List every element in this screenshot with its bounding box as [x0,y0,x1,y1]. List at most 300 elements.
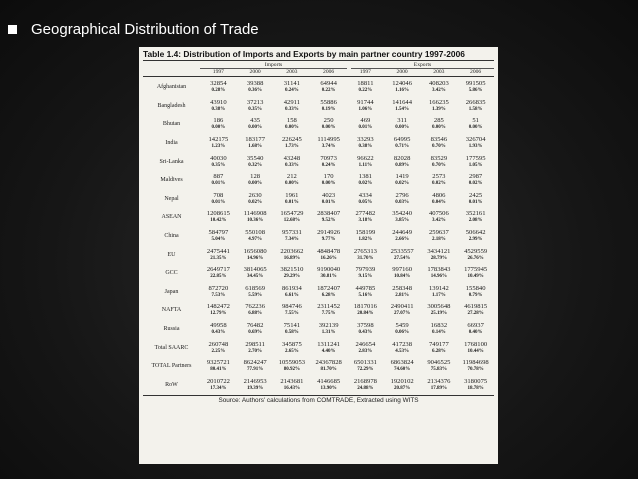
table-cell [347,264,384,283]
table-cell [237,208,274,227]
table-cell [421,115,458,134]
trade-value: 2010722 [206,377,230,385]
trade-value: 170 [323,173,334,181]
year-header: 1997 [212,69,224,75]
table-cell [274,376,311,395]
trade-share: 0.24% [321,162,336,168]
trade-share: 4.97% [248,237,262,243]
table-cell [274,190,311,209]
table-cell [384,338,421,357]
trade-share: 0.43% [211,330,226,336]
table-cell [237,357,274,376]
table-cell [310,338,347,357]
trade-share: 1.16% [395,88,409,94]
trade-share: 0.38% [358,144,373,150]
table-cell [310,115,347,134]
trade-value: 392139 [318,322,339,330]
trade-share: 2.83% [358,348,373,354]
trade-share: 28.79% [430,255,447,261]
trade-value: 407506 [428,210,449,218]
trade-share: 0.02% [248,199,262,205]
table-body [143,78,494,394]
table-cell [457,338,494,357]
year-header: 2003 [433,69,445,75]
trade-share: 16.89% [283,255,300,261]
trade-value: 4146685 [317,377,341,385]
trade-share: 13.90% [320,385,337,391]
table-cell [421,190,458,209]
table-cell [200,338,237,357]
table-cell [237,97,274,116]
trade-value: 435 [250,117,261,125]
country-name: India [165,140,178,147]
trade-value: 31141 [283,80,300,88]
table-cell [457,134,494,153]
trade-value: 42911 [283,98,300,106]
trade-value: 250 [323,117,334,125]
table-row [143,78,494,97]
trade-share: 0.01% [468,199,483,205]
table-cell [421,301,458,320]
trade-share: 0.05% [358,199,373,205]
trade-value: 2838407 [317,210,341,218]
table-cell [421,208,458,227]
trade-share: 20.87% [394,385,411,391]
table-cell [310,134,347,153]
trade-share: 1.73% [285,144,299,150]
table-cell [384,357,421,376]
trade-share: 4.53% [395,348,409,354]
table-cell [200,97,237,116]
table-cell [421,283,458,302]
trade-share: 19.39% [247,385,264,391]
trade-value: 708 [213,191,224,199]
table-cell [310,97,347,116]
trade-share: 31.70% [357,255,374,261]
table-cell [384,376,421,395]
table-cell [237,264,274,283]
exports-group-label: Exports [351,62,494,69]
table-cell [347,115,384,134]
trade-value: 2765313 [353,247,377,255]
table-cell [237,134,274,153]
table-cell [310,171,347,190]
table-cell [200,190,237,209]
table-cell [274,171,311,190]
table-row [143,338,494,357]
table-image [139,47,498,464]
trade-value: 70973 [320,154,337,162]
table-cell [421,338,458,357]
trade-value: 326704 [465,136,486,144]
table-cell [421,357,458,376]
imports-group-label: Imports [200,62,347,69]
trade-value: 2134376 [427,377,451,385]
trade-share: 2.81% [395,292,409,298]
trade-value: 1208615 [206,210,230,218]
table-cell [347,245,384,264]
table-cell [421,376,458,395]
table-cell [310,152,347,171]
table-cell [310,320,347,339]
table-cell [274,283,311,302]
trade-value: 83529 [430,154,448,162]
trade-share: 2.99% [468,237,483,243]
country-name: GCC [165,270,178,277]
trade-share: 0.02% [395,181,409,187]
trade-share: 7.75% [321,311,336,317]
trade-value: 1872407 [317,284,341,292]
trade-value: 2143681 [280,377,304,385]
trade-value: 260748 [208,340,229,348]
trade-share: 0.22% [358,88,373,94]
trade-share: 0.01% [285,199,299,205]
table-cell [310,78,347,97]
trade-value: 2168978 [353,377,377,385]
table-cell [457,115,494,134]
trade-share: 0.01% [211,199,226,205]
trade-value: 4619815 [464,303,488,311]
trade-value: 16832 [430,322,448,330]
trade-share: 0.00% [321,125,336,131]
table-row [143,301,494,320]
table-cell [200,357,237,376]
table-cell [237,245,274,264]
table-cell [384,283,421,302]
table-row [143,227,494,246]
table-row [143,283,494,302]
table-row [143,245,494,264]
table-cell [457,208,494,227]
trade-value: 4806 [432,191,446,199]
table-cell [457,171,494,190]
trade-value: 1920102 [390,377,414,385]
table-cell [457,152,494,171]
trade-value: 872720 [208,284,229,292]
table-cell [200,171,237,190]
trade-share: 0.04% [432,199,446,205]
trade-value: 39388 [246,80,264,88]
trade-share: 0.36% [248,88,262,94]
trade-share: 70.78% [467,367,484,373]
trade-value: 9190040 [317,266,341,274]
trade-share: 0.00% [248,181,262,187]
table-cell [200,264,237,283]
trade-share: 0.00% [321,181,336,187]
trade-share: 2.70% [248,348,262,354]
table-cell [347,171,384,190]
trade-value: 550108 [245,229,266,237]
trade-share: 6.28% [321,292,336,298]
trade-share: 1.05% [468,162,483,168]
trade-value: 96622 [357,154,374,162]
table-cell [200,376,237,395]
trade-value: 75141 [283,322,301,330]
country-name: RoW [165,381,178,388]
table-cell [347,338,384,357]
country-name: Japan [164,288,179,295]
trade-value: 1817016 [353,303,377,311]
trade-value: 618569 [245,284,266,292]
table-cell [237,190,274,209]
table-cell [457,357,494,376]
trade-value: 259637 [428,229,449,237]
trade-share: 77.91% [247,367,264,373]
trade-value: 2475441 [206,247,230,255]
trade-value: 128 [250,173,261,181]
table-cell [457,320,494,339]
trade-share: 27.54% [394,255,411,261]
table-row [143,152,494,171]
trade-value: 24367828 [315,359,342,367]
table-cell [200,227,237,246]
trade-value: 1783843 [427,266,451,274]
trade-value: 124046 [392,80,413,88]
trade-share: 0.32% [248,162,262,168]
trade-share: 3.18% [358,218,373,224]
trade-share: 81.70% [320,367,337,373]
table-cell [457,376,494,395]
trade-share: 7.53% [211,292,226,298]
trade-value: 3814065 [243,266,267,274]
trade-value: 2573 [432,173,446,181]
table-cell [384,78,421,97]
trade-share: 1.93% [468,144,483,150]
trade-share: 18.78% [467,385,484,391]
trade-share: 12.79% [210,311,227,317]
table-cell [274,320,311,339]
table-cell [237,171,274,190]
trade-value: 9046525 [427,359,451,367]
country-name: Total SAARC [154,344,189,351]
table-cell [347,78,384,97]
trade-share: 0.33% [285,106,299,112]
table-row [143,171,494,190]
trade-value: 2914926 [317,229,341,237]
table-cell [200,152,237,171]
trade-value: 749177 [428,340,449,348]
trade-value: 345875 [281,340,302,348]
trade-value: 166235 [428,98,449,106]
trade-value: 158 [286,117,297,125]
trade-value: 49958 [210,322,227,330]
trade-share: 1.17% [432,292,446,298]
trade-share: 22.85% [210,274,227,280]
table-cell [384,320,421,339]
year-header: 2000 [249,69,261,75]
trade-value: 2311452 [317,303,341,311]
trade-share: 0.43% [358,330,373,336]
trade-value: 1656080 [243,247,267,255]
trade-share: 0.70% [432,144,446,150]
trade-value: 2796 [395,191,409,199]
trade-share: 17.89% [430,385,447,391]
trade-share: 0.33% [285,162,299,168]
country-name: China [164,233,179,240]
table-cell [384,245,421,264]
table-year-header [143,69,494,77]
trade-share: 14.96% [247,255,264,261]
trade-share: 0.79% [468,292,483,298]
trade-value: 258348 [392,284,413,292]
trade-value: 354240 [392,210,413,218]
trade-value: 285 [433,117,444,125]
trade-share: 0.00% [432,125,446,131]
trade-share: 1.06% [358,106,373,112]
trade-share: 0.35% [211,162,226,168]
table-cell [310,357,347,376]
trade-value: 4023 [322,191,336,199]
trade-value: 417238 [392,340,413,348]
trade-share: 2.08% [468,218,483,224]
trade-share: 0.58% [285,330,299,336]
trade-share: 0.28% [211,88,226,94]
trade-value: 3434121 [427,247,451,255]
table-cell [310,190,347,209]
table-cell [384,152,421,171]
country-name: Maldives [160,177,183,184]
table-cell [200,245,237,264]
trade-value: 506642 [465,229,486,237]
table-row [143,264,494,283]
table-row [143,357,494,376]
table-cell [200,283,237,302]
trade-value: 277482 [355,210,376,218]
table-cell [457,264,494,283]
table-cell [237,320,274,339]
trade-value: 37213 [246,98,264,106]
trade-share: 14.96% [430,274,447,280]
table-cell [274,152,311,171]
table-cell [347,227,384,246]
trade-share: 1.58% [468,106,483,112]
table-cell [200,320,237,339]
trade-share: 1.39% [432,106,446,112]
trade-share: 0.02% [358,181,373,187]
trade-value: 51 [472,117,479,125]
trade-share: 29.29% [283,274,300,280]
trade-share: 80.92% [283,367,300,373]
trade-share: 10.36% [247,218,264,224]
table-cell [237,376,274,395]
trade-value: 6863824 [390,359,414,367]
trade-value: 311 [397,117,407,125]
trade-value: 1114995 [317,136,340,144]
table-cell [200,78,237,97]
trade-value: 2630 [248,191,262,199]
trade-share: 6.88% [248,311,262,317]
trade-value: 797939 [355,266,376,274]
table-cell [274,134,311,153]
table-source: Source: Authors' calculations from COMTRADE, Extracted using WITS [143,395,494,404]
country-name: Bangladesh [157,102,186,109]
table-cell [310,227,347,246]
trade-value: 66937 [467,322,484,330]
table-row [143,115,494,134]
table-row [143,190,494,209]
trade-share: 80.41% [210,367,227,373]
trade-share: 25.19% [430,311,447,317]
trade-share: 0.00% [468,125,483,131]
table-cell [347,320,384,339]
trade-share: 30.81% [320,274,337,280]
table-title: Table 1.4: Distribution of Imports and Exports by main partner country 1997-2006 [143,49,494,61]
trade-share: 34.45% [247,274,264,280]
trade-share: 0.35% [248,106,262,112]
trade-share: 17.34% [210,385,227,391]
trade-value: 1961 [285,191,299,199]
table-cell [200,115,237,134]
trade-value: 142175 [208,136,229,144]
trade-share: 0.69% [248,330,262,336]
table-cell [347,208,384,227]
table-cell [237,227,274,246]
trade-share: 5.59% [248,292,262,298]
trade-share: 10.49% [467,274,484,280]
year-header: 2003 [286,69,298,75]
trade-share: 3.42% [432,88,446,94]
table-row [143,97,494,116]
table-cell [237,115,274,134]
trade-value: 2533557 [390,247,414,255]
trade-value: 6501331 [353,359,377,367]
trade-value: 861934 [281,284,302,292]
trade-share: 16.26% [320,255,337,261]
trade-value: 266835 [465,98,486,106]
trade-value: 82028 [393,154,411,162]
trade-value: 1381 [358,173,372,181]
trade-value: 37598 [357,322,374,330]
table-cell [421,264,458,283]
table-group-header [143,62,494,69]
table-row [143,208,494,227]
trade-share: 0.02% [468,181,483,187]
table-cell [200,208,237,227]
table-cell [421,245,458,264]
trade-share: 0.00% [395,125,409,131]
trade-share: 3.42% [432,218,446,224]
table-cell [384,301,421,320]
trade-share: 21.35% [210,255,227,261]
trade-value: 11984698 [462,359,489,367]
trade-value: 83546 [430,136,448,144]
table-cell [200,301,237,320]
table-cell [237,283,274,302]
table-cell [310,245,347,264]
country-name: Sri-Lanka [159,158,184,165]
table-cell [384,134,421,153]
square-bullet-icon [8,25,17,34]
trade-share: 74.60% [394,367,411,373]
table-cell [421,152,458,171]
trade-share: 0.40% [468,330,483,336]
trade-value: 177595 [465,154,486,162]
trade-share: 0.00% [285,181,299,187]
table-row [143,320,494,339]
trade-value: 3180075 [464,377,488,385]
table-cell [200,134,237,153]
table-cell [347,97,384,116]
trade-value: 584797 [208,229,229,237]
trade-value: 76482 [246,322,264,330]
trade-share: 0.00% [211,125,226,131]
table-row [143,376,494,395]
trade-value: 246654 [355,340,376,348]
trade-share: 0.00% [248,125,262,131]
table-cell [237,338,274,357]
trade-share: 2.25% [211,348,226,354]
trade-value: 141644 [392,98,413,106]
